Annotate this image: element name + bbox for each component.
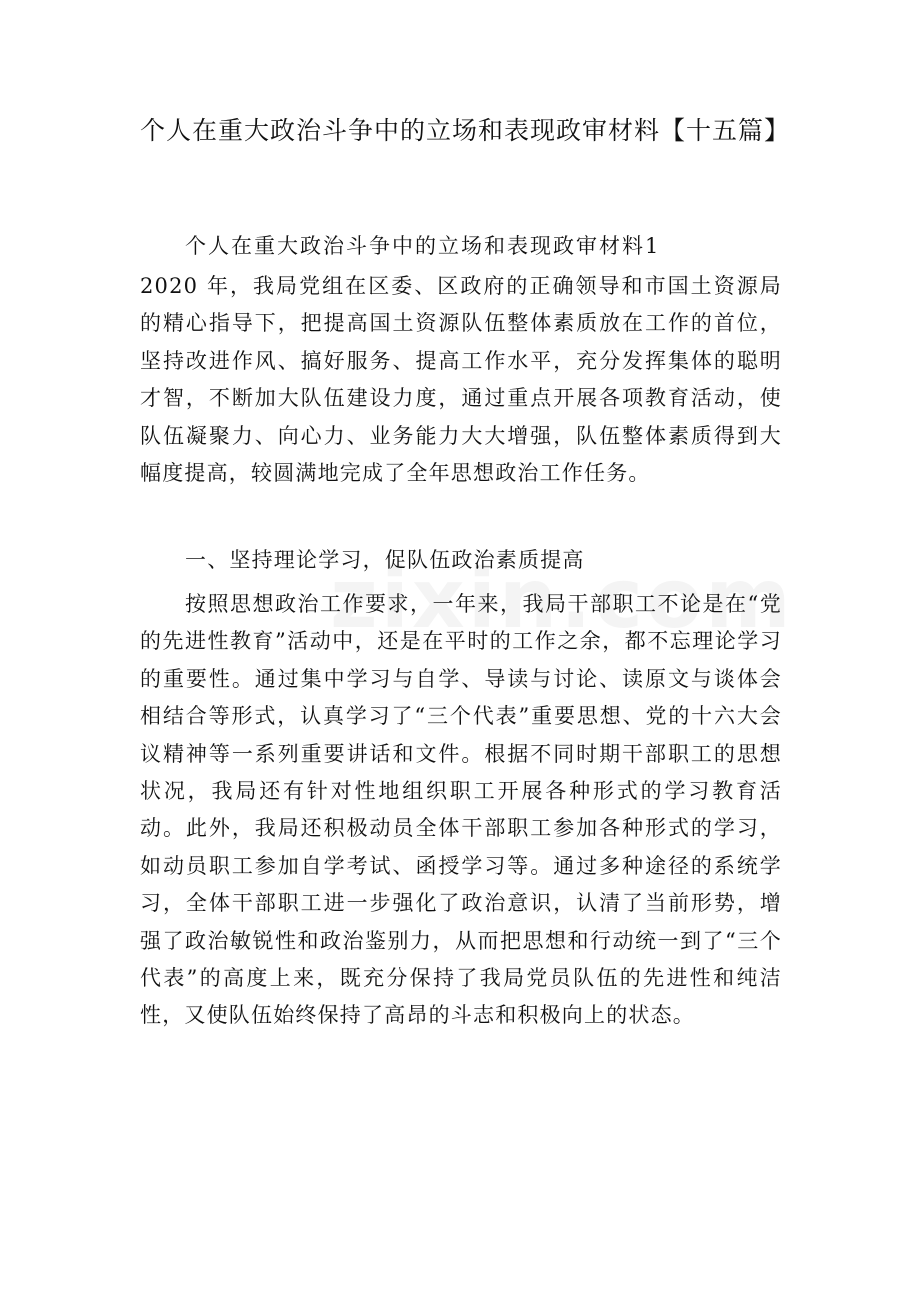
section-subtitle: 个人在重大政治斗争中的立场和表现政审材料1 <box>185 234 661 258</box>
body-paragraph: 按照思想政治工作要求，一年来，我局干部职工不论是在“党的先进性教育”活动中，还是在平时的工作之余，都不忘理论学习的重要性。通过集中学习与自学、导读与讨论、读原文与谈体会相结合等形式，认真学习了“三个代表”重要思想、党的十六大会议精神等一系列重要讲话和文件。根据不同时期干部职工的思想状况，我局还有针对性地组织职工开展各种形式的学习教育活动。此外，我局还积极动员全体干部职工参加各种形式的学习，如动员职工参加自学考试、函授学习等。通过多种途径的系统学习，全体干部职工进一步强化了政治意识，认清了当前形势，增强了政治敏锐性和政治鉴别力，从而把思想和行动统一到了“三个代表”的高度上来，既充分保持了我局党员队伍的先进性和纯洁性，又使队伍始终保持了高昂的斗志和积极向上的状态。 <box>140 592 782 1028</box>
section-heading: 一、坚持理论学习，促队伍政治素质提高 <box>185 548 585 572</box>
document-title: 个人在重大政治斗争中的立场和表现政审材料【十五篇】 <box>140 116 791 145</box>
intro-paragraph: 2020 年，我局党组在区委、区政府的正确领导和市国土资源局的精心指导下，把提高国土资源队伍整体素质放在工作的首位，坚持改进作风、搞好服务、提高工作水平，充分发挥集体的聪明才智，不断加大队伍建设力度，通过重点开展各项教育活动，使队伍凝聚力、向心力、业务能力大大增强，队伍整体素质得到大幅度提高，较圆满地完成了全年思想政治工作任务。 <box>140 274 782 486</box>
